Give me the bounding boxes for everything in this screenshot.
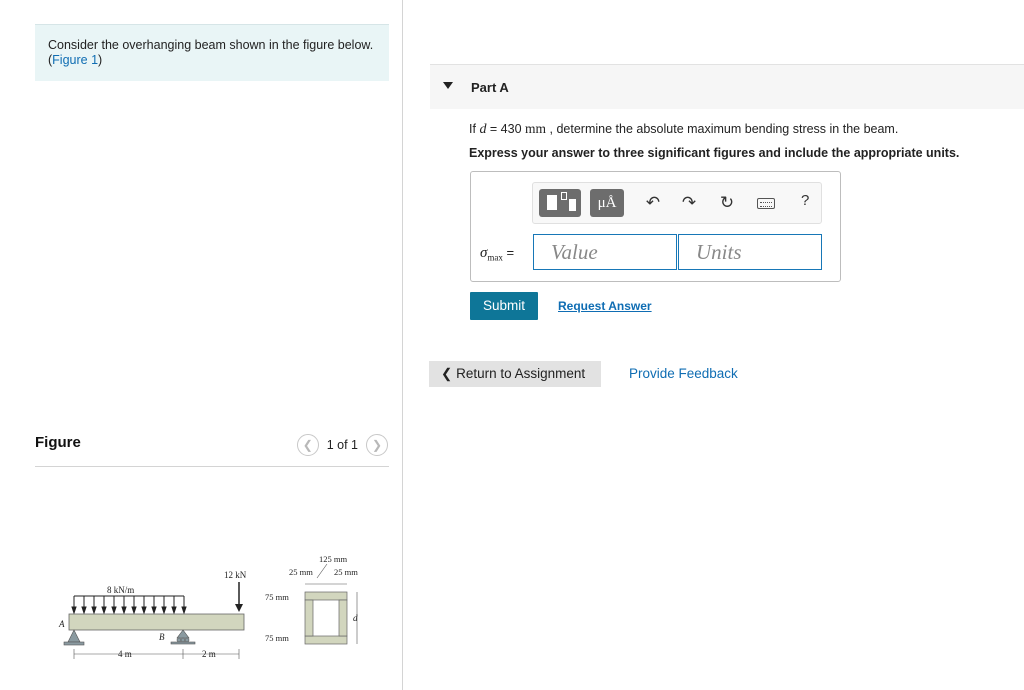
request-answer-link[interactable]: Request Answer (558, 299, 652, 313)
support-b-label: B (159, 632, 165, 642)
keyboard-icon[interactable] (757, 198, 775, 209)
load-arrowhead (182, 607, 186, 613)
question-unit: mm (525, 121, 547, 136)
problem-intro (35, 24, 389, 81)
flange-right-label: 25 mm (334, 567, 358, 577)
beam (69, 614, 244, 630)
load-arrowhead (152, 607, 156, 613)
web-top-label: 75 mm (265, 592, 289, 602)
chevron-left-icon: ❮ (302, 438, 313, 452)
support-a (64, 630, 84, 645)
question-pre: If (469, 122, 476, 136)
intro-close: ) (98, 53, 103, 67)
submit-button[interactable]: Submit (470, 292, 538, 320)
dist-load-label: 8 kN/m (107, 585, 135, 595)
column-divider (402, 0, 403, 690)
load-arrowhead (112, 607, 116, 613)
cross-section (305, 592, 347, 644)
pager-count: 1 of 1 (326, 438, 358, 452)
part-a-header[interactable] (430, 64, 1024, 109)
next-figure-button[interactable] (366, 434, 388, 456)
load-arrowhead (142, 607, 146, 613)
web-bottom-label: 75 mm (265, 633, 289, 643)
answer-label (480, 245, 514, 263)
figure-header (35, 432, 389, 467)
undo-icon[interactable]: ↶ (645, 193, 661, 212)
depth-label: d (353, 613, 358, 623)
provide-feedback-link[interactable]: Provide Feedback (629, 366, 738, 381)
load-arrowhead (82, 607, 86, 613)
figure-title: Figure (35, 434, 81, 451)
load-arrowhead (162, 607, 166, 613)
load-arrowhead (122, 607, 126, 613)
value-input[interactable]: Value (533, 234, 677, 270)
return-label: Return to Assignment (456, 366, 586, 381)
question-variable: d (479, 122, 487, 137)
reset-icon[interactable]: ↻ (719, 193, 735, 212)
answer-equals: = (502, 245, 515, 260)
width-total-label: 125 mm (319, 554, 348, 564)
load-arrowhead (132, 607, 136, 613)
figure-link[interactable]: Figure 1 (52, 53, 99, 67)
span-1-label: 4 m (118, 649, 132, 659)
redo-icon[interactable]: ↷ (681, 193, 697, 212)
sigma-subscript: max (487, 252, 503, 263)
figure-pager (297, 434, 388, 456)
chevron-right-icon: ❯ (371, 438, 383, 452)
help-button[interactable]: ? (801, 192, 810, 209)
flange-left-label: 25 mm (289, 567, 313, 577)
point-load-label: 12 kN (224, 570, 247, 580)
question-equals: = 430 (486, 122, 522, 136)
prev-figure-button[interactable] (297, 434, 319, 456)
units-input[interactable]: Units (678, 234, 822, 270)
distributed-load-arrows (72, 596, 186, 613)
templates-button[interactable] (539, 189, 581, 217)
load-arrowhead (172, 607, 176, 613)
chevron-left-icon: ❮ (441, 366, 453, 381)
caret-down-icon (443, 82, 453, 89)
sigma-symbol: σ (480, 245, 488, 261)
question-text (469, 121, 898, 138)
math-toolbar (532, 182, 822, 224)
beam-diagram (55, 548, 375, 666)
load-arrowhead (72, 607, 76, 613)
return-to-assignment-button[interactable] (429, 361, 601, 387)
answer-box (470, 171, 841, 282)
load-arrowhead (92, 607, 96, 613)
support-b (171, 630, 195, 644)
answer-instruction: Express your answer to three significant figures and include the appropriate units. (469, 146, 960, 160)
units-button[interactable]: μÅ (590, 189, 624, 217)
part-title: Part A (471, 80, 509, 95)
load-arrowhead (102, 607, 106, 613)
support-a-label: A (59, 619, 65, 629)
question-post: , determine the absolute maximum bending stress in the beam. (549, 122, 899, 136)
intro-text: Consider the overhanging beam shown in the figure below. ( (48, 38, 374, 67)
span-2-label: 2 m (202, 649, 216, 659)
